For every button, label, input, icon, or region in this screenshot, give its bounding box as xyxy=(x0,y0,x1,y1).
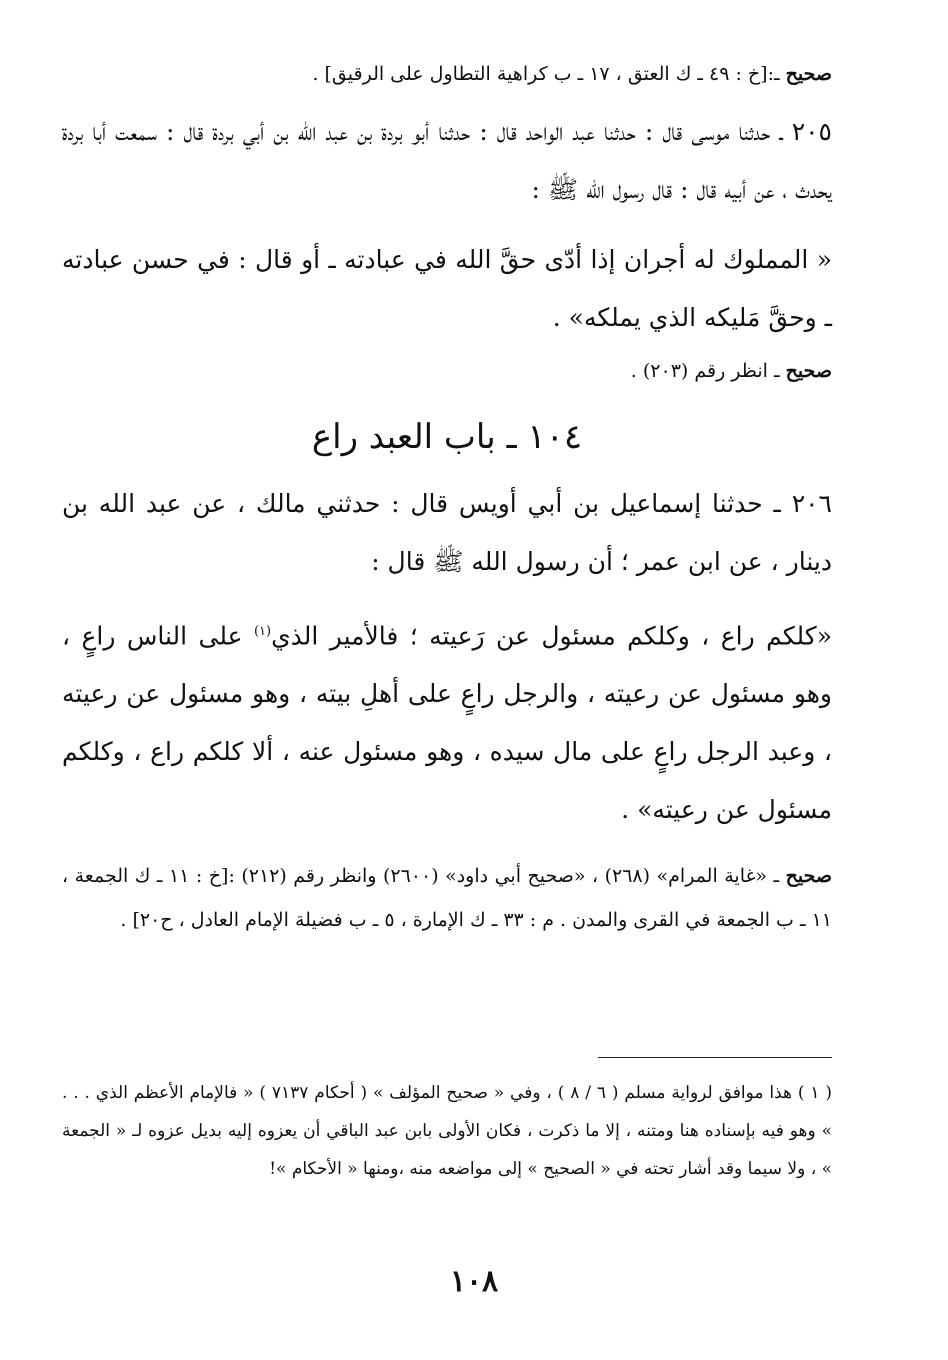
chapter-heading: ١٠٤ ـ باب العبد راع xyxy=(311,416,583,457)
footnote-ref[interactable]: (١) xyxy=(253,623,272,639)
page-body xyxy=(62,60,832,943)
grade-label: صحيح xyxy=(785,865,832,888)
hadith-206-grade xyxy=(62,855,832,942)
hadith-206-isnad: ٢٠٦ ـ حدثنا إسماعيل بن أبي أويس قال : حدثني مالك ، عن عبد الله بن دينار ، عن ابن عمر ؛ أن رسول الله ﷺ قال : xyxy=(62,488,832,576)
footnotes xyxy=(62,1074,832,1188)
grade-label: صحيح xyxy=(785,360,832,383)
hadith-205-isnad: ٢٠٥ ـ حدثنا موسى قال : حدثنا عبد الواحد قال : حدثنا أبو بردة بن عبد الله بن أبي بردة قال : سمعت أبا بردة يحدث ، عن أبيه قال : قال رسول الله ﷺ : xyxy=(62,117,832,205)
grade-reference: ـ «غاية المرام» (٢٦٨) ، «صحيح أبي داود» (٢٦٠٠) وانظر رقم (٢١٢) :[خ : ١١ ـ ك الجمعة ، ١١ ـ ب الجمعة في القرى والمدن . م : ٣٣ ـ ك الإمارة ، ٥ ـ ب فضيلة الإمام العادل ، ح٢٠] . xyxy=(62,865,832,931)
page-number: ١٠٨ xyxy=(449,1264,499,1299)
hadith-206-matn xyxy=(62,603,832,839)
hadith-205 xyxy=(62,103,832,386)
top-grade-line xyxy=(62,60,832,89)
hadith-206-matn-part1: «كلكم راع ، وكلكم مسئول عن رَعيته ؛ فالأمير الذي xyxy=(271,621,832,651)
hadith-205-grade xyxy=(62,357,832,386)
footnote-divider xyxy=(598,1057,832,1058)
hadith-205-matn: « المملوك له أجران إذا أدّى حقَّ الله في عبادته ـ أو قال : في حسن عبادته ـ وحقَّ مَليكه الذي يملكه» . xyxy=(62,245,832,333)
hadith-206-matn-part2: على الناس راعٍ ، وهو مسئول عن رعيته ، والرجل راعٍ على أهلِ بيته ، وهو مسئول عن رعيته ، وعبد الرجل راعٍ على مال سيده ، وهو مسئول عنه ، ألا كلكم راع ، وكلكم مسئول عن رعيته» . xyxy=(62,621,832,825)
grade-label: صحيح xyxy=(785,63,832,85)
grade-reference: ـ:[خ : ٤٩ ـ ك العتق ، ١٧ ـ ب كراهية التطاول على الرقيق] . xyxy=(312,63,786,85)
hadith-206 xyxy=(62,475,832,943)
footnote-1: ( ١ ) هذا موافق لرواية مسلم ( ٦ / ٨ ) ، وفي « صحيح المؤلف » ( أحكام ٧١٣٧ ) « فالإمام الأعظم الذي . . . » وهو فيه بإسناده هنا ومتنه ، إلا ما ذكرت ، فكان الأولى بابن عبد الباقي أن يعزوه إليه بديل عزوه لـ « الجمعة » ، ولا سيما وقد أشار تحته في « الصحيح » إلى مواضعه منه ،ومنها « الأحكام »! xyxy=(62,1083,832,1179)
grade-reference: ـ انظر رقم (٢٠٣) . xyxy=(630,360,786,383)
